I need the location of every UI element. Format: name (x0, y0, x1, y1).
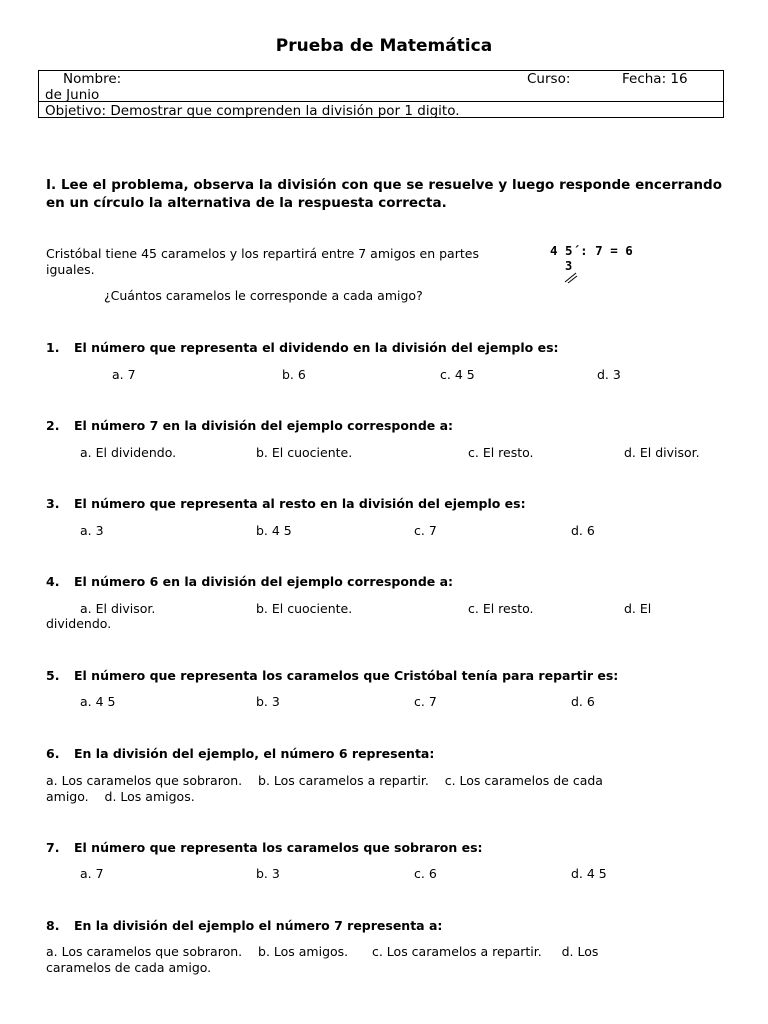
option-d[interactable]: d. 4 5 (571, 866, 607, 881)
option-d[interactable]: d. El (624, 601, 652, 616)
question-1 (46, 340, 559, 355)
option-b[interactable]: b. 4 5 (256, 523, 292, 538)
question-number: 6. (46, 746, 60, 761)
question-text: El número 6 en la división del ejemplo corresponde a: (74, 574, 454, 589)
question-text: El número que representa los caramelos que Cristóbal tenía para repartir es: (74, 668, 619, 683)
option-b[interactable]: b. El cuociente. (256, 601, 353, 616)
header-table (38, 70, 724, 118)
question-number: 7. (46, 840, 60, 855)
question-8 (46, 918, 442, 933)
question-text: El número que representa los caramelos que sobraron es: (74, 840, 483, 855)
question-number: 5. (46, 668, 60, 683)
option-c[interactable]: c. 4 5 (440, 367, 475, 382)
fecha-label: Fecha: 16 (622, 71, 688, 87)
option-a[interactable]: a. 4 5 (80, 694, 116, 709)
fecha-label-continued: de Junio (45, 87, 100, 103)
option-d-continued[interactable]: dividendo. (46, 616, 112, 631)
question-number: 4. (46, 574, 60, 589)
option-c[interactable]: c. 7 (414, 694, 437, 709)
option-c[interactable]: c. 7 (414, 523, 437, 538)
question-text: El número que representa el dividendo en la división del ejemplo es: (74, 340, 559, 355)
option-b[interactable]: b. 3 (256, 866, 280, 881)
question-7 (46, 840, 483, 855)
option-d[interactable]: d. 6 (571, 523, 595, 538)
question-number: 8. (46, 918, 60, 933)
header-row-student (39, 71, 723, 102)
option-c[interactable]: c. 6 (414, 866, 437, 881)
option-c[interactable]: c. El resto. (468, 445, 534, 460)
option-a[interactable]: a. El divisor. (80, 601, 156, 616)
question-number: 2. (46, 418, 60, 433)
objetivo-text: Objetivo: Demostrar que comprenden la división por 1 digito. (45, 103, 460, 119)
problem-question: ¿Cuántos caramelos le corresponde a cada amigo? (104, 288, 423, 303)
option-d[interactable]: d. 6 (571, 694, 595, 709)
options-line-1[interactable]: a. Los caramelos que sobraron. b. Los amigos. c. Los caramelos a repartir. d. Los (46, 944, 599, 959)
division-equation: 4 5´: 7 = 6 (550, 243, 633, 258)
question-text: El número que representa al resto en la división del ejemplo es: (74, 496, 526, 511)
remainder-strike-mark (563, 270, 579, 284)
problem-line-2: iguales. (46, 262, 95, 277)
option-a[interactable]: a. 3 (80, 523, 104, 538)
question-3 (46, 496, 526, 511)
question-number: 1. (46, 340, 60, 355)
option-b[interactable]: b. 3 (256, 694, 280, 709)
curso-label: Curso: (527, 71, 571, 87)
page-title: Prueba de Matemática (275, 36, 493, 56)
option-d[interactable]: d. 3 (597, 367, 621, 382)
question-4 (46, 574, 453, 589)
division-remainder: 3 (565, 259, 573, 273)
options-line-2[interactable]: amigo. d. Los amigos. (46, 789, 195, 804)
question-6 (46, 746, 434, 761)
question-number: 3. (46, 496, 60, 511)
options-line-2[interactable]: caramelos de cada amigo. (46, 960, 212, 975)
question-text: En la división del ejemplo, el número 6 representa: (74, 746, 435, 761)
question-text: En la división del ejemplo el número 7 representa a: (74, 918, 443, 933)
problem-line-1: Cristóbal tiene 45 caramelos y los repartirá entre 7 amigos en partes (46, 246, 479, 261)
option-b[interactable]: b. 6 (282, 367, 306, 382)
question-5 (46, 668, 618, 683)
option-a[interactable]: a. El dividendo. (80, 445, 177, 460)
option-b[interactable]: b. El cuociente. (256, 445, 353, 460)
option-a[interactable]: a. 7 (80, 866, 104, 881)
question-text: El número 7 en la división del ejemplo corresponde a: (74, 418, 454, 433)
option-a[interactable]: a. 7 (112, 367, 136, 382)
question-2 (46, 418, 453, 433)
option-c[interactable]: c. El resto. (468, 601, 534, 616)
instruction-text: I. Lee el problema, observa la división con que se resuelve y luego responde encerrando en un círculo la alternativa de la respuesta correcta. (46, 177, 722, 211)
nombre-label: Nombre: (63, 71, 122, 87)
options-line-1[interactable]: a. Los caramelos que sobraron. b. Los caramelos a repartir. c. Los caramelos de cada (46, 773, 603, 788)
option-d[interactable]: d. El divisor. (624, 445, 700, 460)
